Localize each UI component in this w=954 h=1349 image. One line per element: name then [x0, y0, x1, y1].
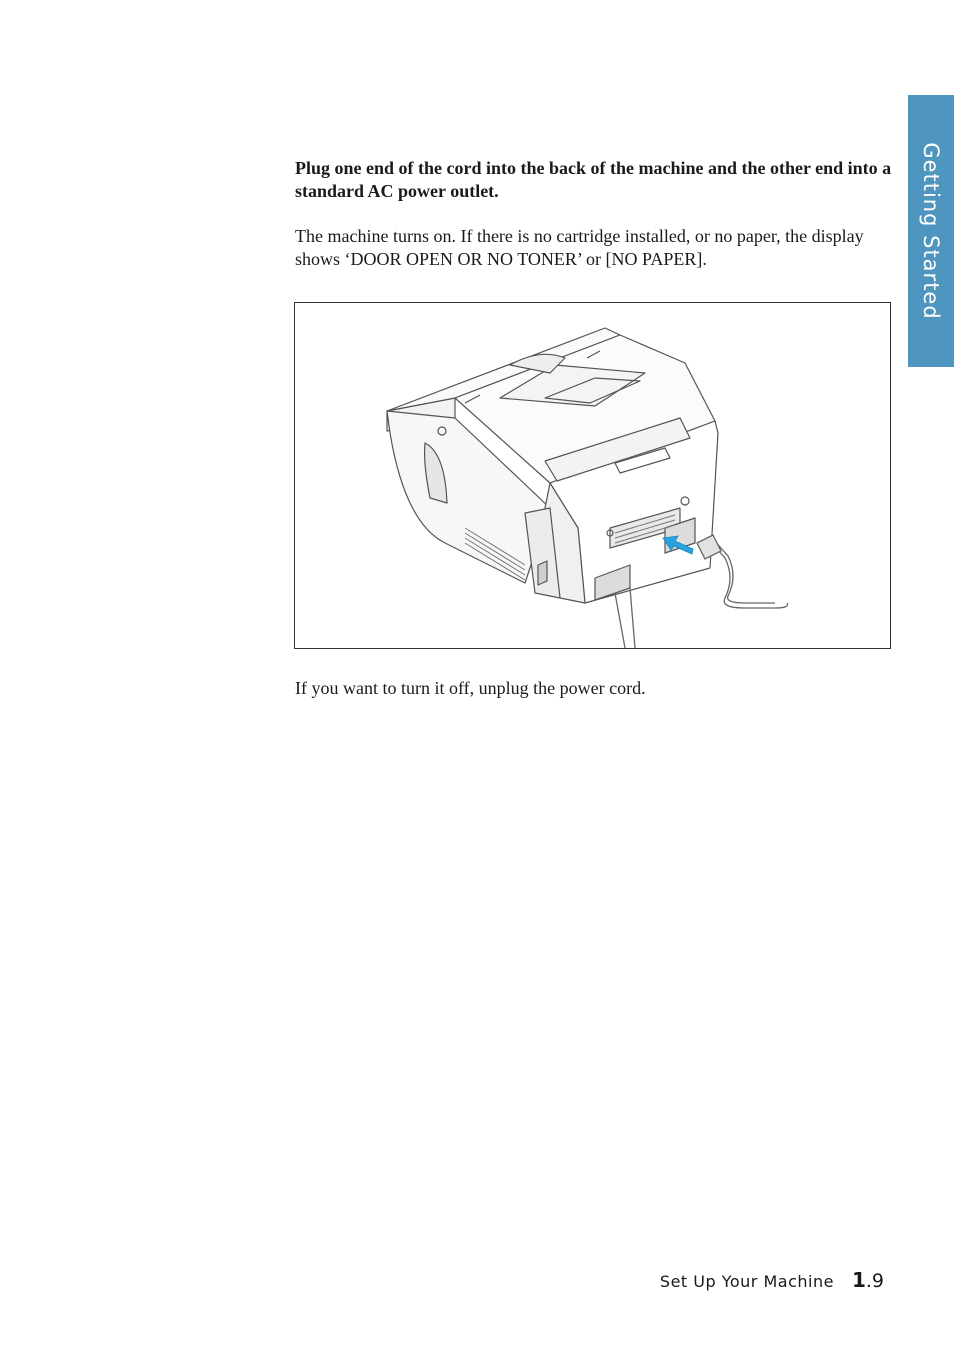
page-number	[852, 1268, 884, 1292]
footer-section-title: Set Up Your Machine	[659, 1272, 834, 1291]
step-result: The machine turns on. If there is no cartridge installed, or no paper, the display shows ‘DOOR OPEN OR NO TONER’ or [NO PAPER].	[295, 226, 864, 269]
printer-rear-drawing	[295, 303, 890, 648]
chapter-number: 1	[851, 1268, 866, 1292]
printer-illustration	[294, 302, 891, 649]
step-content	[295, 157, 893, 271]
page-footer	[660, 1268, 884, 1292]
step-instruction: Plug one end of the cord into the back of the machine and the other end into a standard AC power outlet.	[295, 158, 892, 201]
page-number-suffix: .9	[865, 1270, 884, 1292]
power-off-note: If you want to turn it off, unplug the power cord.	[295, 678, 646, 698]
chapter-side-tab	[908, 95, 954, 367]
side-tab-label: Getting Started	[919, 142, 943, 320]
